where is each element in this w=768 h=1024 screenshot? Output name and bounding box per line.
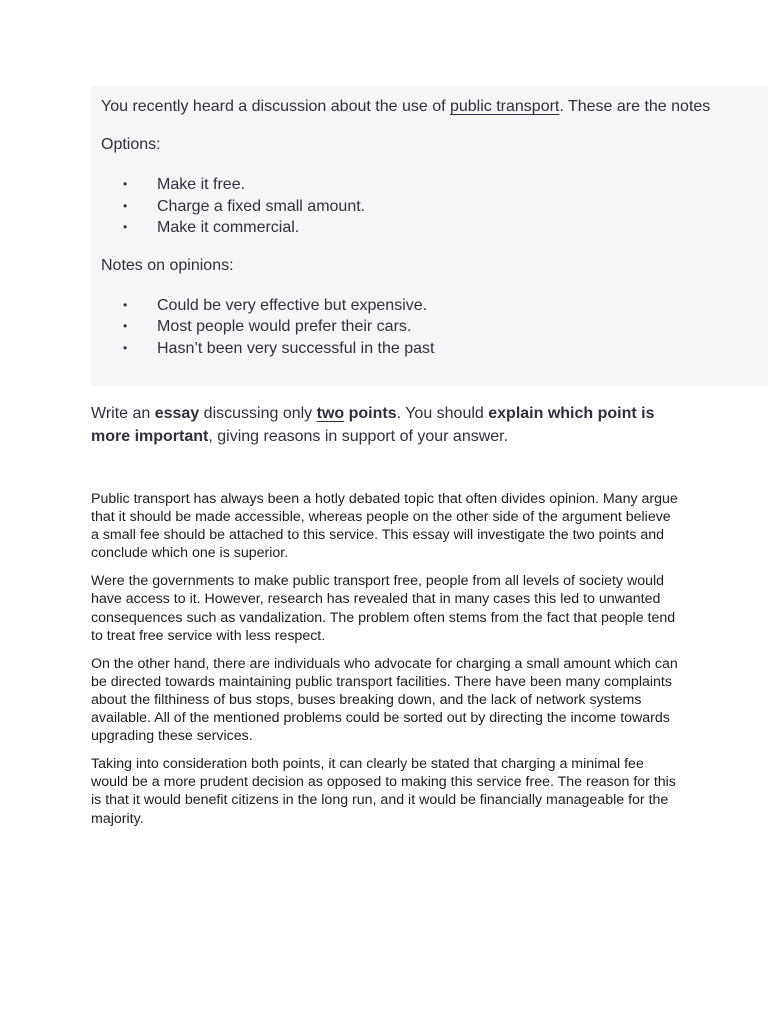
- note-text: Most people would prefer their cars.: [157, 318, 412, 335]
- task-bold-explain: explain which point is more important: [91, 405, 655, 445]
- options-list: [101, 174, 768, 239]
- task-bold-two: two: [316, 405, 345, 422]
- options-label: Options:: [101, 136, 161, 153]
- list-item: [123, 316, 768, 338]
- essay-paragraph-free: Were the governments to make public transport free, people from all levels of society would have access to it. However, research has revealed that in many cases this led to unwanted consequences such as vandalization. The problem often stems from the fact that people tend to treat free service with less respect.: [91, 573, 676, 644]
- essay-paragraph-conclusion: Taking into consideration both points, it can clearly be stated that charging a minimal fee would be a more prudent decision as opposed to making this service free. The reason for this is that it would benefit citizens in the long run, and it would be financially manageable for the majority.: [91, 756, 676, 827]
- bullet-icon: •: [123, 177, 128, 191]
- task-text: Write an: [91, 405, 155, 422]
- notes-list: [101, 295, 768, 360]
- task-text: . You should: [396, 405, 489, 422]
- list-item: [123, 338, 768, 360]
- bullet-icon: •: [123, 220, 128, 234]
- note-text: Could be very effective but expensive.: [157, 296, 428, 314]
- bullet-icon: •: [123, 198, 128, 213]
- list-item: [123, 196, 768, 218]
- public-transport-link[interactable]: public transport: [449, 98, 560, 115]
- option-text: Make it free.: [157, 176, 246, 193]
- task-instructions: [91, 403, 691, 448]
- bullet-icon: •: [123, 319, 128, 333]
- intro-text-after: . These are the notes: [559, 98, 711, 115]
- prompt-intro: [101, 97, 768, 117]
- prompt-box: [91, 86, 768, 386]
- task-bold-essay: essay: [154, 405, 200, 422]
- bullet-icon: •: [123, 297, 128, 312]
- intro-text-before: You recently heard a discussion about the use of: [101, 98, 450, 115]
- task-text: , giving reasons in support of your answer.: [208, 427, 509, 445]
- option-text: Charge a fixed small amount.: [157, 197, 366, 215]
- task-bold-points: points: [344, 405, 397, 422]
- list-item: [123, 217, 768, 239]
- option-text: Make it commercial.: [157, 219, 300, 236]
- list-item: [123, 295, 768, 317]
- bullet-icon: •: [123, 340, 128, 355]
- note-text: Hasn’t been very successful in the past: [157, 339, 435, 357]
- list-item: [123, 174, 768, 196]
- notes-label: Notes on opinions:: [101, 256, 234, 274]
- essay-body: [91, 490, 681, 838]
- essay-paragraph-fee: On the other hand, there are individuals who advocate for charging a small amount which can be directed towards maintaining public transport facilities. There have been many complaints about the filthiness of bus stops, buses breaking down, and the lack of network systems available. All of the mentioned problems could be sorted out by directing the income towards upgrading these services.: [91, 655, 678, 745]
- essay-paragraph-intro: Public transport has always been a hotly debated topic that often divides opinion. Many argue that it should be made accessible, whereas people on the other side of the argument believe a small fee should be attached to this service. This essay will investigate the two points and conclude which one is superior.: [91, 491, 678, 562]
- task-text: discussing only: [199, 405, 317, 422]
